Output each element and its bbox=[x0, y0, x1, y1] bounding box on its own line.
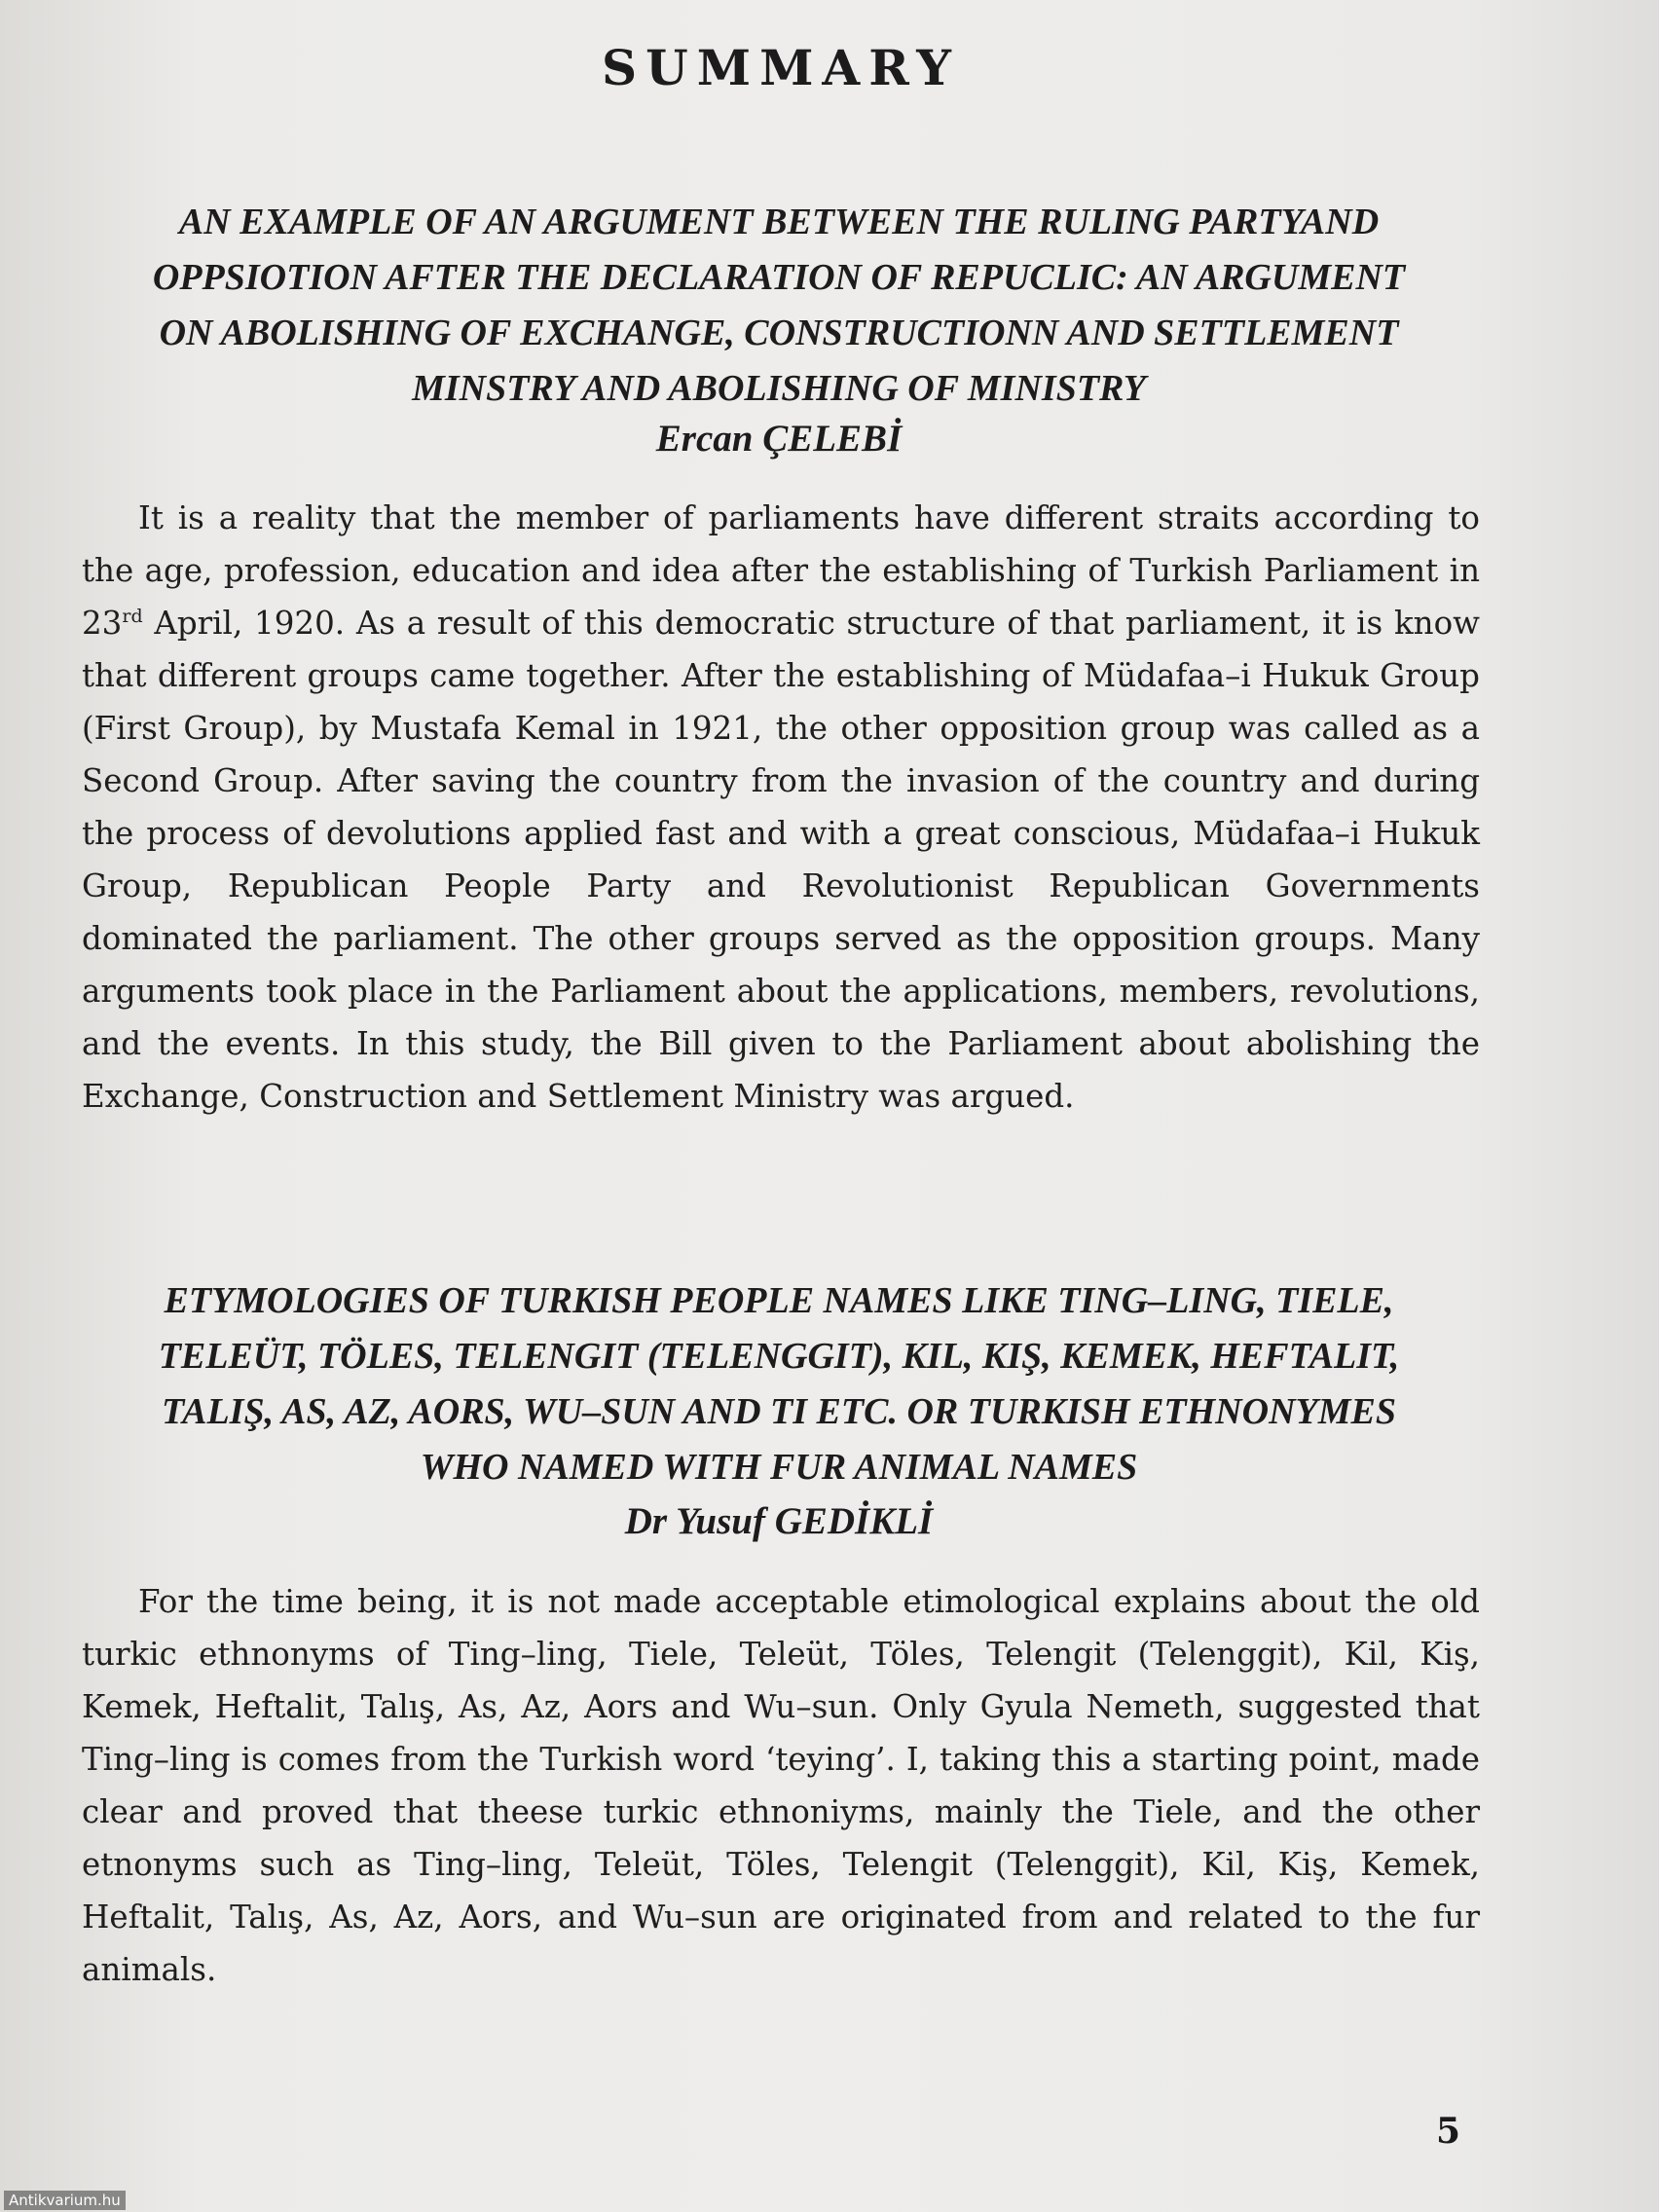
watermark-label: Antikvarium.hu bbox=[4, 2191, 126, 2210]
article-1-title-line: ON ABOLISHING OF EXCHANGE, CONSTRUCTIONN AND SETTLEMENT bbox=[159, 313, 1399, 353]
article-2-body: For the time being, it is not made acceptable etimological explains about the old turkic ethnonyms of Ting–ling, Tiele, Teleüt, Töles, Telengit (Telenggit), Kil, Kiş, Kemek, Heftalit, Talış, As, Az, Aors and Wu–sun. Only Gyula Nemeth, suggested that Ting–ling is comes from the Turkish word ‘teying’. I, taking this a starting point, made clear and proved that theese turkic ethnoniyms, mainly the Tiele, and the other etnonyms such as Ting–ling, Teleüt, Töles, Telengit (Telenggit), Kil, Kiş, Kemek, Heftalit, Talış, As, Az, Aors, and Wu–sun are originated from and related to the fur animals. bbox=[82, 1583, 1480, 1988]
article-1-author: Ercan ÇELEBİ bbox=[655, 418, 903, 460]
article-1-title-line: MINSTRY AND ABOLISHING OF MINISTRY bbox=[412, 368, 1146, 409]
article-2-title bbox=[78, 1273, 1480, 1495]
article-2-title-line: TALIŞ, AS, AZ, AORS, WU–SUN AND TI ETC. OR TURKISH ETHNONYMES bbox=[162, 1391, 1396, 1432]
article-1-body-text-b: April, 1920. As a result of this democratic structure of that parliament, it is know that different groups came together. After the establishing of Müdafaa–i Hukuk Group (First Group), by Mustafa Kemal in 1921, the other opposition group was called as a Second Group. After saving the country from the invasion of the country and during the process of devolutions applied fast and with a great conscious, Müdafaa–i Hukuk Group, Republican People Party and Revolutionist Republican Governments dominated the parliament. The other groups served as the opposition groups. Many arguments took place in the Parliament about the applications, members, revolutions, and the events. In this study, the Bill given to the Parliament about abolishing the Exchange, Construction and Settlement Ministry was argued. bbox=[82, 605, 1480, 1115]
article-2-title-line: TELEÜT, TÖLES, TELENGIT (TELENGGIT), KIL, KIŞ, KEMEK, HEFTALIT, bbox=[158, 1336, 1400, 1377]
article-1-body bbox=[82, 492, 1480, 1123]
article-1-title bbox=[78, 195, 1480, 417]
summary-heading: SUMMARY bbox=[602, 39, 960, 96]
article-1-title-line: OPPSIOTION AFTER THE DECLARATION OF REPUCLIC: AN ARGUMENT bbox=[152, 257, 1406, 298]
article-1-title-line: AN EXAMPLE OF AN ARGUMENT BETWEEN THE RULING PARTYAND bbox=[178, 202, 1380, 242]
ordinal-suffix: rd bbox=[122, 606, 143, 628]
article-2-title-line: WHO NAMED WITH FUR ANIMAL NAMES bbox=[420, 1447, 1138, 1488]
article-1-body-text-a: It is a reality that the member of parliaments have different straits according to the age, profession, education and idea after the establishing of Turkish Parliament in 23 bbox=[82, 499, 1480, 642]
page-number: 5 bbox=[1435, 2111, 1460, 2152]
article-2-title-line: ETYMOLOGIES OF TURKISH PEOPLE NAMES LIKE TING–LING, TIELE, bbox=[164, 1280, 1394, 1321]
article-2-author: Dr Yusuf GEDİKLİ bbox=[624, 1500, 934, 1542]
